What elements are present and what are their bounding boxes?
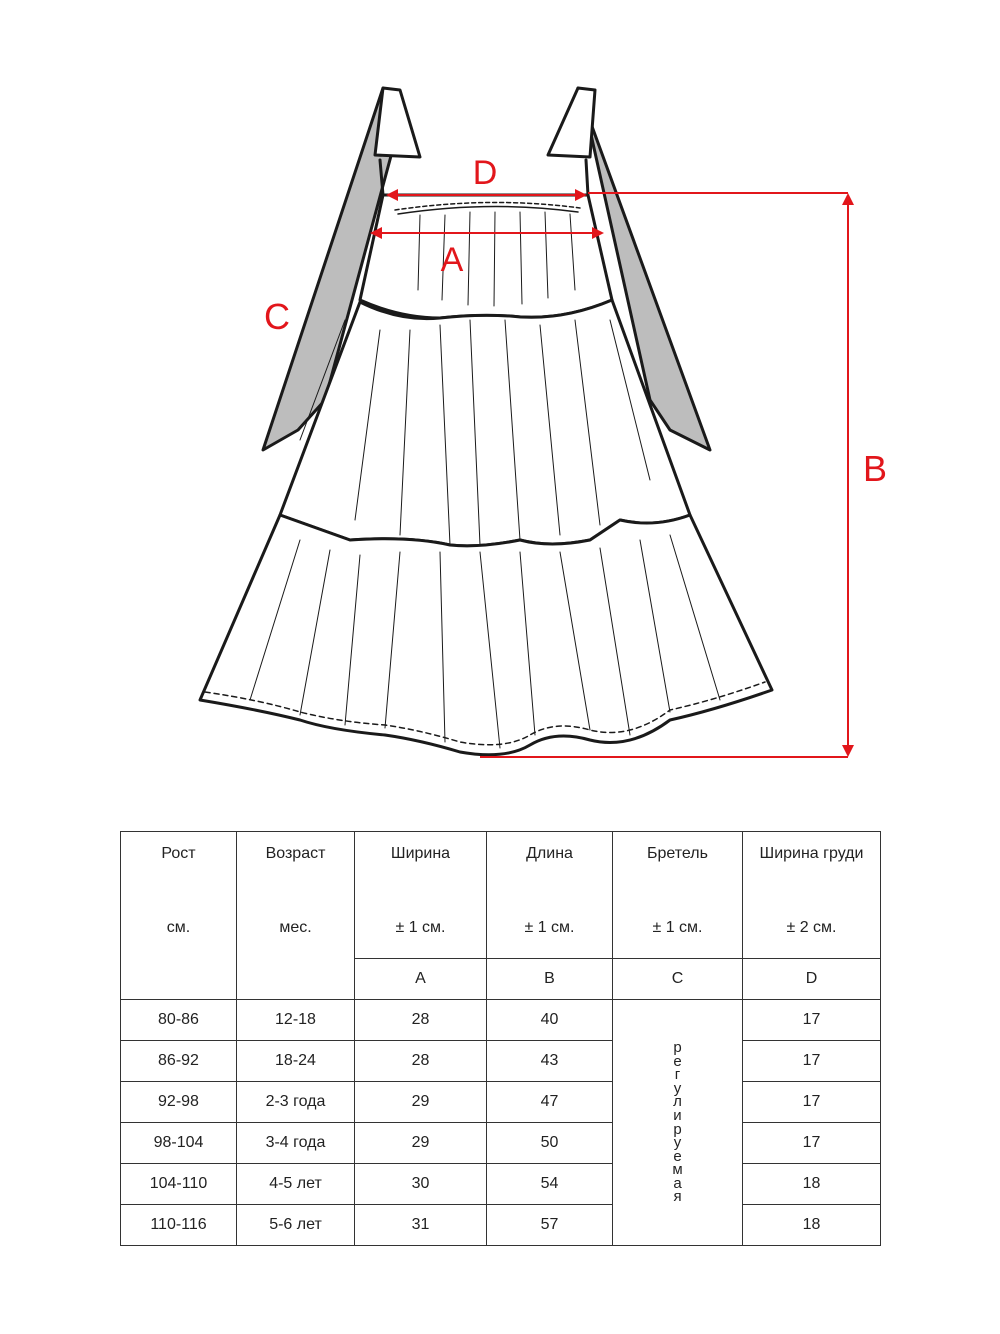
cell-age: 5-6 лет bbox=[237, 1205, 355, 1246]
cell-height: 92-98 bbox=[121, 1082, 237, 1123]
header-strap: Бретель ± 1 см. bbox=[613, 832, 743, 959]
cell-width: 30 bbox=[355, 1164, 487, 1205]
cell-age: 12-18 bbox=[237, 1000, 355, 1041]
letter-d: D bbox=[743, 959, 881, 1000]
cell-chest: 17 bbox=[743, 1041, 881, 1082]
table-row bbox=[121, 1041, 881, 1082]
cell-height: 110-116 bbox=[121, 1205, 237, 1246]
table-row bbox=[121, 1082, 881, 1123]
cell-chest: 18 bbox=[743, 1205, 881, 1246]
cell-age: 4-5 лет bbox=[237, 1164, 355, 1205]
cell-width: 28 bbox=[355, 1041, 487, 1082]
cell-height: 98-104 bbox=[121, 1123, 237, 1164]
bottom-tier bbox=[200, 515, 772, 755]
size-table bbox=[120, 831, 881, 1246]
label-d: D bbox=[472, 154, 498, 192]
cell-width: 29 bbox=[355, 1123, 487, 1164]
letter-a: A bbox=[355, 959, 487, 1000]
cell-chest: 17 bbox=[743, 1000, 881, 1041]
cell-strap-adjustable: р е г у л и р у е м а я bbox=[613, 1000, 743, 1246]
header-height: Рост см. bbox=[121, 832, 237, 1000]
table-row bbox=[121, 1205, 881, 1246]
cell-length: 40 bbox=[487, 1000, 613, 1041]
cell-width: 31 bbox=[355, 1205, 487, 1246]
label-a: A bbox=[440, 241, 464, 279]
cell-chest: 17 bbox=[743, 1123, 881, 1164]
cell-age: 2-3 года bbox=[237, 1082, 355, 1123]
header-age: Возраст мес. bbox=[237, 832, 355, 1000]
table-row bbox=[121, 1164, 881, 1205]
cell-height: 104-110 bbox=[121, 1164, 237, 1205]
cell-height: 80-86 bbox=[121, 1000, 237, 1041]
cell-length: 50 bbox=[487, 1123, 613, 1164]
header-width: Ширина ± 1 см. bbox=[355, 832, 487, 959]
letter-b: B bbox=[487, 959, 613, 1000]
cell-height: 86-92 bbox=[121, 1041, 237, 1082]
label-b: B bbox=[862, 448, 888, 489]
cell-width: 28 bbox=[355, 1000, 487, 1041]
bodice bbox=[360, 195, 612, 318]
cell-length: 57 bbox=[487, 1205, 613, 1246]
cell-length: 47 bbox=[487, 1082, 613, 1123]
table-row bbox=[121, 1000, 881, 1041]
cell-length: 43 bbox=[487, 1041, 613, 1082]
cell-age: 3-4 года bbox=[237, 1123, 355, 1164]
cell-age: 18-24 bbox=[237, 1041, 355, 1082]
header-length: Длина ± 1 см. bbox=[487, 832, 613, 959]
cell-chest: 18 bbox=[743, 1164, 881, 1205]
cell-length: 54 bbox=[487, 1164, 613, 1205]
table-row bbox=[121, 1123, 881, 1164]
letter-c: C bbox=[613, 959, 743, 1000]
header-row bbox=[121, 832, 881, 959]
cell-width: 29 bbox=[355, 1082, 487, 1123]
cell-chest: 17 bbox=[743, 1082, 881, 1123]
label-c: C bbox=[264, 296, 290, 337]
header-chest-width: Ширина груди ± 2 см. bbox=[743, 832, 881, 959]
